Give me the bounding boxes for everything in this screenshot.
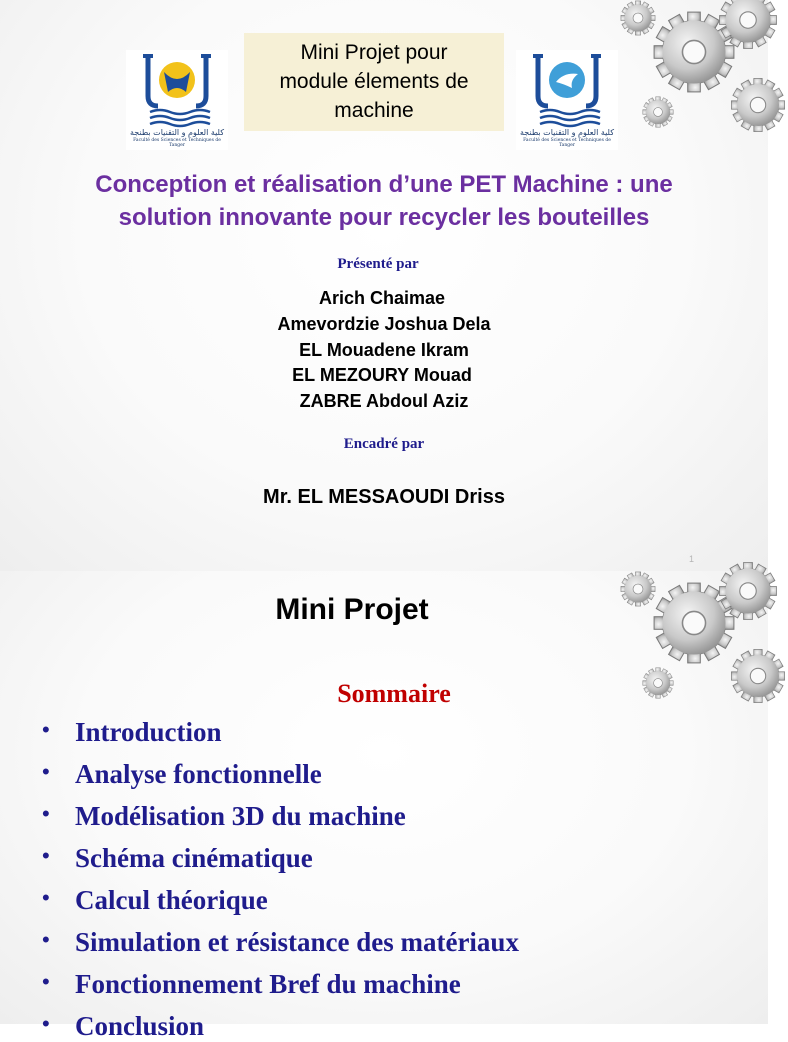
- toc-item-label: Modélisation 3D du machine: [75, 801, 406, 831]
- supervised-by-label: Encadré par: [343, 436, 425, 452]
- toc-item-label: Conclusion: [75, 1011, 205, 1041]
- logo-arabic-text: كلية العلوم و التقنيات بطنجة: [129, 128, 225, 137]
- gears-decoration-icon: [618, 0, 768, 130]
- supervisor-name: Mr. EL MESSAOUDI Driss: [263, 486, 505, 508]
- bullet-icon: •: [42, 801, 50, 826]
- author-name: EL Mouadene Ikram: [299, 340, 469, 360]
- university-logo-left: [126, 50, 228, 150]
- bullet-icon: •: [42, 717, 50, 742]
- toc-item-label: Simulation et résistance des matériaux: [75, 927, 519, 957]
- university-logo-icon: [516, 50, 618, 128]
- gears-decoration-icon: [618, 571, 768, 696]
- title-box-line: machine: [334, 99, 414, 122]
- project-title-box: [244, 33, 504, 131]
- main-title-line: solution innovante pour recycler les bouteilles: [118, 204, 650, 231]
- university-logo-icon: [126, 50, 228, 128]
- toc-item-label: Fonctionnement Bref du machine: [75, 969, 461, 999]
- main-title: [10, 168, 758, 234]
- toc-item-label: Introduction: [75, 717, 222, 747]
- author-name: Amevordzie Joshua Dela: [277, 314, 491, 334]
- author-name: EL MEZOURY Mouad: [292, 365, 472, 385]
- logo-arabic-text: كلية العلوم و التقنيات بطنجة: [519, 128, 615, 137]
- main-title-line: Conception et réalisation d’une PET Machine : une: [95, 171, 673, 198]
- logo-latin-text: Faculté des Sciences et Techniques de Tanger: [523, 138, 611, 148]
- bullet-icon: •: [42, 1011, 50, 1036]
- author-name: ZABRE Abdoul Aziz: [299, 391, 469, 411]
- university-logo-right: [516, 50, 618, 150]
- logo-latin-text: Faculté des Sciences et Techniques de Tanger: [133, 138, 221, 148]
- bullet-icon: •: [42, 969, 50, 994]
- title-box-line: Mini Projet pour: [300, 41, 448, 64]
- author-name: Arich Chaimae: [318, 288, 446, 308]
- toc-item-label: Calcul théorique: [75, 885, 268, 915]
- summary-heading: Sommaire: [337, 679, 451, 708]
- summary-slide: [0, 571, 768, 1041]
- toc-item-label: Schéma cinématique: [75, 843, 313, 873]
- presented-by-label: Présenté par: [337, 256, 419, 272]
- bullet-icon: •: [42, 927, 50, 952]
- title-box-line: module élements de: [279, 70, 469, 93]
- slide-title: Mini Projet: [275, 593, 429, 626]
- bullet-icon: •: [42, 759, 50, 784]
- page-number: 1: [688, 554, 694, 564]
- bullet-icon: •: [42, 843, 50, 868]
- bullet-icon: •: [42, 885, 50, 910]
- toc-item-label: Analyse fonctionnelle: [75, 759, 322, 789]
